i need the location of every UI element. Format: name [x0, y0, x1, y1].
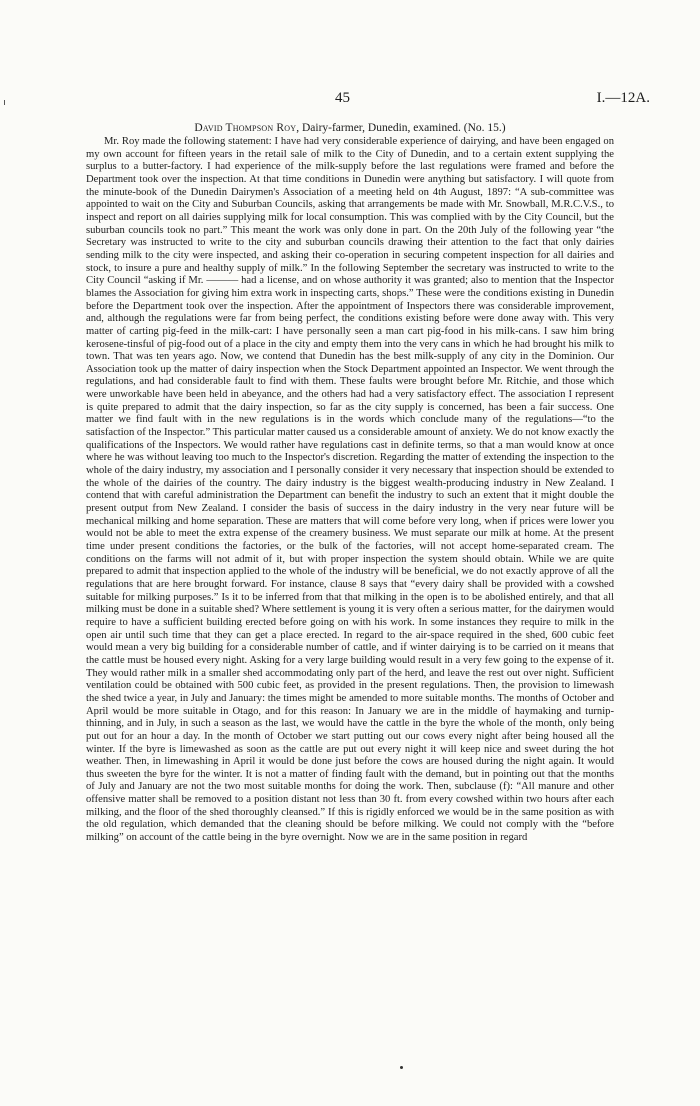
- report-reference: I.—12A.: [596, 90, 650, 106]
- witness-heading: [86, 122, 614, 135]
- page-header: [0, 90, 700, 114]
- witness-name: David Thompson Roy: [194, 122, 297, 134]
- page-dot: [400, 1066, 403, 1069]
- text-column: [86, 122, 614, 845]
- statement-paragraph: Mr. Roy made the following statement: I have had very considerable experience of dairying, and have been engaged on my own account for fifteen years in the retail sale of milk to the City of Dunedin, and to a certain extent supplying the surplus to a butter-factory. I had experience of the milk-supply before the last regulations were framed and before the Department took over the inspection. At that time conditions in Dunedin were anything but satisfactory. I will quote from the minute-book of the Dunedin Dairymen's Association of a meeting held on 4th August, 1897: “A sub-committee was appointed to wait on the City and Suburban Councils, asking that arrangements be made with Mr. Snowball, M.R.C.V.S., to inspect and report on all dairies supplying milk for local consumption. This was complied with by the City Council, but the suburban councils took no part.” This meant the work was only done in part. On the 20th July of the following year “the Secretary was instructed to write to the city and suburban councils drawing their attention to the fact that only dairies sending milk to the city were inspected, and asking their co-operation in securing competent inspection for all dairies and stock, to insure a pure and healthy supply of milk.” In the following September the secretary was instructed to write to the City Council “asking if Mr. ——— had a license, and on whose authority it was granted; also to mention that the Inspector blames the Association for giving him extra work in inspecting carts, shops.” These were the conditions existing in Dunedin before the Department took over the inspection. After the appointment of Inspectors there was considerable improvement, and, although the regulations were far from being perfect, the conditions existing before were done away with. This very matter of carting pig-feed in the milk-cart: I have personally seen a man cart pig-food in his milk-cans. I saw him bring kerosene-tinsful of pig-food out of a place in the city and empty them into the very cans in which he had brought his milk to town. That was ten years ago. Now, we contend that Dunedin has the best milk-supply of any city in the Dominion. Our Association took up the matter of dairy inspection when the Stock Department appointed an Inspector. We went through the regulations, and had considerable fault to find with them. These faults were brought before Mr. Ritchie, and those which were unworkable have been held in abeyance, and the others had had a very satisfactory effect. The association I represent is quite prepared to admit that the dairy inspection, so far as the city supply is concerned, has been a fair success. One matter we find fault with in the new regulations is in the words which conclude many of the regulations—“to the satisfaction of the Inspector.” This particular matter caused us a considerable amount of anxiety. We do not know exactly the qualifications of the Inspectors. We would rather have regulations cast in definite terms, so that a man would know at once where he was without leaving too much to the Inspector's discretion. Regarding the matter of extending the inspection to the whole of the dairy industry, my association and I personally consider it very necessary that inspection should be extended to the whole of the dairies of the country. The dairy industry is the biggest wealth-producing industry in New Zealand. I contend that with careful administration the Department can benefit the industry to such an extent that it might double the present output from New Zealand. I consider the basis of success in the dairy industry in the very near future will be mechanical milking and home separation. These are matters that will come before very long, when if prices were lower you would not be able to meet the extra expense of the creamery business. We must separate our milk at home. At the present time under present conditions the factories, or the bulk of the factories, will not accept home-separated cream. The conditions on the farms will not admit of it, but with proper inspection the system should obtain. While we are quite prepared to admit that inspection applied to the whole of the industry will be beneficial, we do not exactly approve of all the regulations that are here brought forward. For instance, clause 8 says that “every dairy shall be provided with a cowshed suitable for milking purposes.” Is it to be inferred from that that milking in the open is to be abolished entirely, and that all milking must be done in a suitable shed? Where settlement is young it is very often a serious matter, for the dairymen would require to have a sufficient building erected before going on with his work. In some instances they require to milk in the open air until such time that they can get a place erected. In regard to the air-space required in the shed, 600 cubic feet would mean a very big building for a considerable number of cattle, and if winter dairying is to be carried on it means that the cattle must be housed every night. Asking for a very large building would result in a very few going to the expense of it. They would rather milk in a smaller shed accommodating only part of the herd, and leave the rest out over night. Sufficient ventilation could be obtained with 500 cubic feet, as provided in the present regulations. Then, the provision to limewash the shed twice a year, in July and January: the times might be amended to more suitable months. The months of October and April would be more suitable in Otago, and for this reason: In January we are in the middle of haymaking and turnip-thinning, and in July, in such a season as the last, we would have the cattle in the byre the whole of the month, only being put out for an hour a day. In the month of October we start putting out our cows every night after being housed all the winter. If the byre is limewashed as soon as the cattle are put out every night it will keep nice and sweet during the hot weather. Then, in limewashing in April it would be done just before the cows are housed during the night again. It would thus sweeten the byre for the winter. It is not a matter of finding fault with the demand, but in pointing out that the months of July and January are not the two most suitable months for doing the work. Then, subclause (f): “All manure and other offensive matter shall be removed to a position distant not less than 30 ft. from every cowshed within two hours after each milking, and the floor of the shed thoroughly cleansed.” If this is rigidly enforced we would be in the same position as with the old regulation, which demanded that the cleaning should be before milking. We could not comply with the “before milking” on account of the cattle being in the byre overnight. Now we are in the same position in regard: [86, 136, 614, 844]
- witness-description: , Dairy-farmer, Dunedin, examined.: [296, 122, 461, 134]
- page-number: 45: [335, 90, 350, 106]
- witness-number: (No. 15.): [463, 122, 506, 134]
